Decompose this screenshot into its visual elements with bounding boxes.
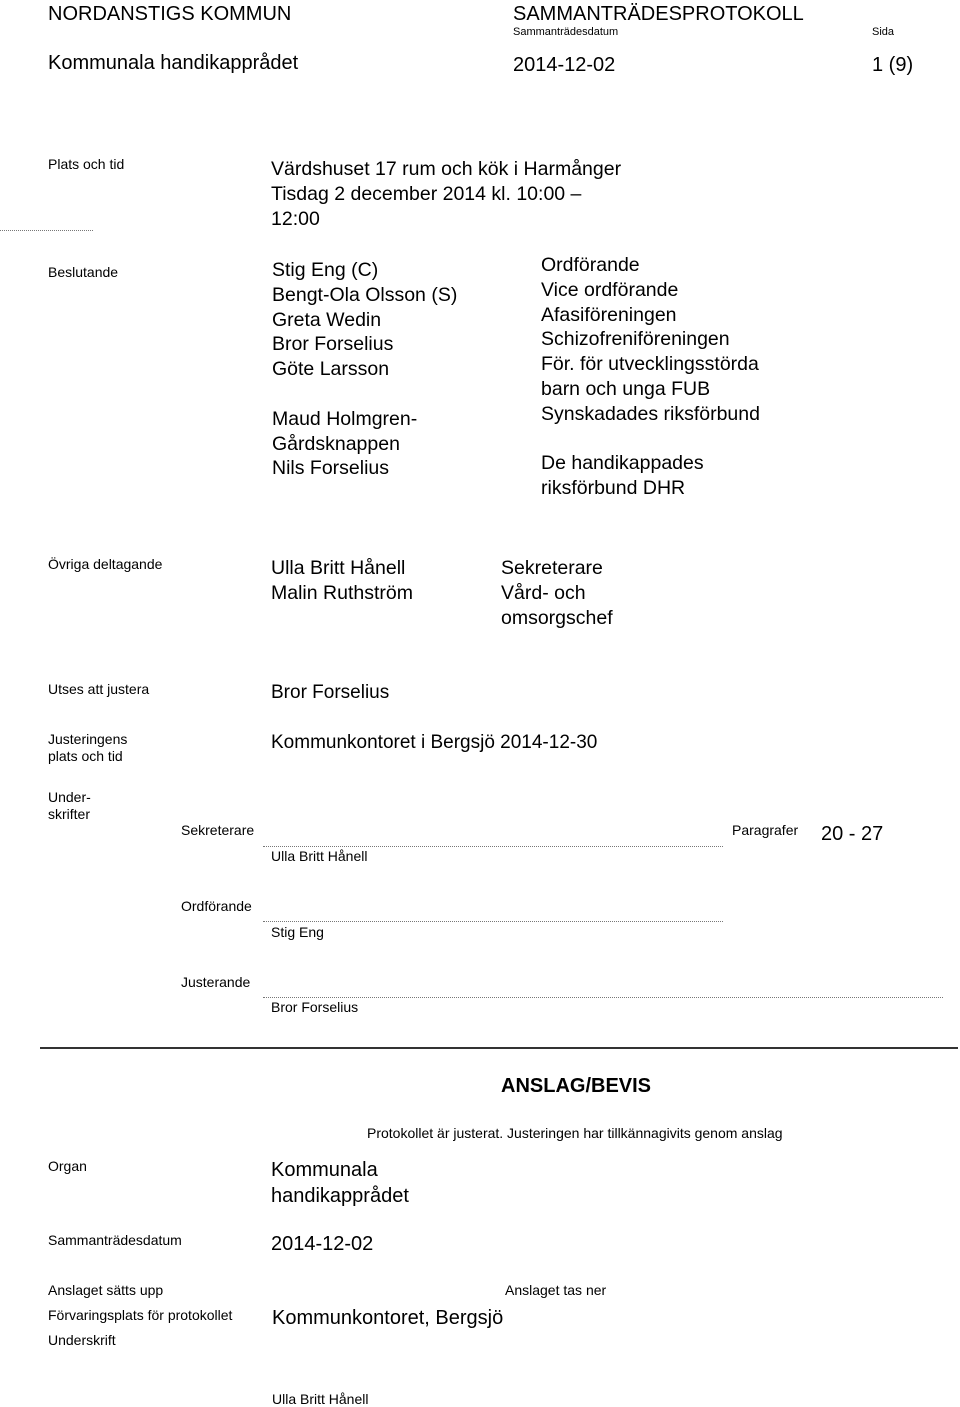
participant-role: Sekreterare: [501, 557, 603, 579]
other-participants-roles: [501, 556, 613, 630]
member-role: För. för utvecklingsstörda: [541, 353, 759, 376]
signature-label: Underskrift: [48, 1332, 116, 1348]
other-participants-names: [271, 556, 413, 606]
removed-label: Anslaget tas ner: [505, 1282, 607, 1298]
paragraphs-label: Paragrafer: [732, 822, 799, 838]
participant-name: Ulla Britt Hånell: [271, 557, 406, 579]
place-line: Värdshuset 17 rum och kök i Harmånger: [271, 158, 622, 180]
secretary-label: Sekreterare: [181, 822, 255, 838]
notice-date-label: Sammanträdesdatum: [48, 1232, 182, 1248]
member-role: Afasiföreningen: [541, 303, 677, 326]
signature-name: Ulla Britt Hånell: [272, 1391, 369, 1407]
municipality-name: NORDANSTIGS KOMMUN: [48, 3, 292, 25]
decision-makers-label: Beslutande: [48, 264, 119, 280]
time-line: Tisdag 2 december 2014 kl. 10:00 –: [271, 182, 582, 205]
member-role: Synskadades riksförbund: [541, 402, 760, 425]
decision-makers-names: [272, 258, 457, 481]
member-name: Gårdsknappen: [272, 432, 400, 455]
committee-name: Kommunala handikapprådet: [48, 52, 299, 74]
member-name: Göte Larsson: [272, 358, 390, 381]
member-name: Nils Forselius: [272, 457, 390, 480]
secretary-name: Ulla Britt Hånell: [271, 848, 368, 864]
member-role: barn och unga FUB: [541, 377, 711, 400]
member-role: De handikappades: [541, 452, 704, 475]
adjuster-value: Bror Forselius: [271, 682, 390, 703]
other-participants-label: Övriga deltagande: [48, 556, 163, 572]
paragraphs-value: 20 - 27: [821, 823, 884, 845]
page-label: Sida: [872, 26, 895, 38]
spacer: [541, 427, 760, 452]
notice-statement: Protokollet är justerat. Justeringen har tillkännagivits genom anslag: [367, 1125, 783, 1141]
adjuster-signature-line[interactable]: [263, 997, 943, 998]
storage-label: Förvaringsplats för protokollet: [48, 1307, 233, 1323]
participant-role: omsorgschef: [501, 606, 613, 629]
page-number: 1 (9): [872, 54, 914, 76]
member-name: Bror Forselius: [272, 333, 394, 356]
member-name: Stig Eng (C): [272, 259, 379, 281]
member-name: Maud Holmgren-: [272, 407, 418, 430]
participant-name: Malin Ruthström: [271, 581, 413, 604]
member-role: Vice ordförande: [541, 278, 679, 301]
adjust-place-label: Justeringens: [48, 731, 128, 747]
storage-value: Kommunkontoret, Bergsjö: [272, 1307, 504, 1329]
adjuster-signature-name: Bror Forselius: [271, 999, 359, 1015]
adjuster-label: Utses att justera: [48, 681, 150, 697]
document-type: SAMMANTRÄDESPROTOKOLL: [513, 3, 804, 25]
member-role: Ordförande: [541, 254, 640, 276]
signatures-label-2: skrifter: [48, 806, 90, 822]
posted-label: Anslaget sätts upp: [48, 1282, 164, 1298]
meeting-date-label: Sammanträdesdatum: [513, 26, 619, 38]
organ-value-line-1: Kommunala: [271, 1159, 378, 1181]
spacer: [272, 382, 457, 407]
chair-signature-line[interactable]: [263, 921, 723, 922]
meeting-date: 2014-12-02: [513, 54, 616, 76]
organ-value: [271, 1157, 409, 1209]
place-time-value: [271, 157, 621, 231]
notice-date-value: 2014-12-02: [271, 1233, 374, 1255]
divider: [0, 230, 93, 231]
section-divider: [40, 1047, 958, 1049]
adjuster-signature-label: Justerande: [181, 974, 251, 990]
organ-label: Organ: [48, 1158, 87, 1174]
signatures-label: Under-: [48, 789, 91, 805]
member-role: Schizofreniföreningen: [541, 328, 730, 351]
notice-title: ANSLAG/BEVIS: [501, 1075, 652, 1097]
secretary-signature-line[interactable]: [263, 846, 723, 847]
chair-name: Stig Eng: [271, 924, 324, 940]
place-time-label: Plats och tid: [48, 156, 125, 172]
participant-role: Vård- och: [501, 581, 586, 604]
member-name: Bengt-Ola Olsson (S): [272, 283, 458, 306]
organ-value-line-2: handikapprådet: [271, 1185, 409, 1207]
time-line-end: 12:00: [271, 207, 320, 230]
adjust-place-value: Kommunkontoret i Bergsjö 2014-12-30: [271, 732, 598, 753]
member-name: Greta Wedin: [272, 308, 382, 331]
member-role: riksförbund DHR: [541, 477, 686, 500]
chair-label: Ordförande: [181, 898, 252, 914]
adjust-time-label: plats och tid: [48, 748, 123, 764]
decision-makers-roles: [541, 253, 760, 501]
